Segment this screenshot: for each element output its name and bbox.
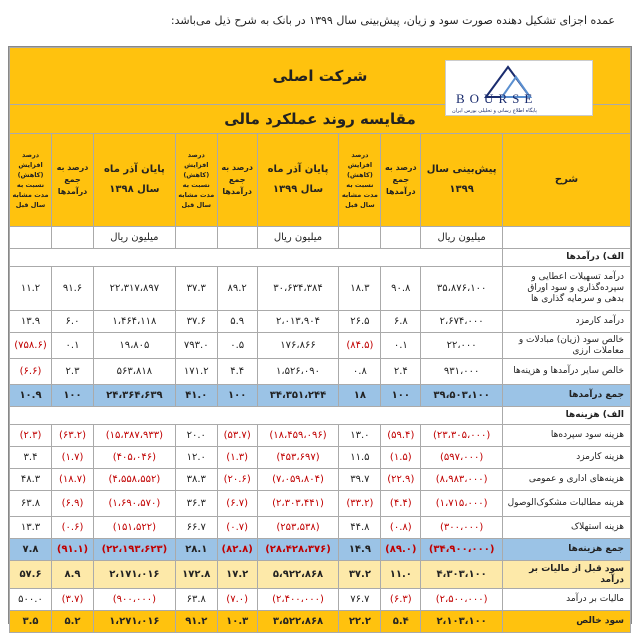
row-value: ۹۱.۲	[175, 611, 217, 633]
row-value: (۵۹.۴)	[381, 425, 421, 447]
row-value: ۷۹۳.۰	[175, 333, 217, 359]
row-value: ۷.۸	[10, 539, 52, 561]
row-value: ۵،۹۲۲،۸۶۸	[257, 561, 339, 589]
row-value: ۵۰۰.۰	[10, 589, 52, 611]
row-value: ۳۷.۳	[175, 267, 217, 311]
row-value: (۹۱.۱)	[52, 539, 94, 561]
row-value: ۱۱.۰	[381, 561, 421, 589]
row-value: (۸،۹۸۳،۰۰۰)	[421, 469, 503, 491]
unit-row	[10, 227, 631, 249]
row-value: ۹۱.۶	[52, 267, 94, 311]
row-desc: جمع درآمدها	[503, 385, 631, 407]
row-value: (۲۵۳،۵۳۸)	[257, 517, 339, 539]
table-subtitle: مقایسه روند عملکرد مالی	[10, 105, 631, 134]
header-azar98: پایان آذر ماه سال ۱۳۹۸	[93, 134, 175, 227]
table-row	[10, 561, 631, 589]
row-value: (۰.۷)	[217, 517, 257, 539]
row-value: (۰.۸)	[381, 517, 421, 539]
row-value: ۱۸	[339, 385, 381, 407]
row-value: ۳۹،۵۰۳،۱۰۰	[421, 385, 503, 407]
row-value: ۶۶.۷	[175, 517, 217, 539]
table-row	[10, 359, 631, 385]
logo-wordmark: BOURSE	[456, 91, 538, 106]
table-row	[10, 447, 631, 469]
row-value: ۹۰.۸	[381, 267, 421, 311]
row-value: ۲۲،۰۰۰	[421, 333, 503, 359]
row-value: (۲۲.۹)	[381, 469, 421, 491]
row-value: ۱۱.۵	[339, 447, 381, 469]
row-value: ۵.۹	[217, 311, 257, 333]
row-value: ۱۷۶،۸۶۶	[257, 333, 339, 359]
row-value: (۱۵،۳۸۷،۹۳۳)	[93, 425, 175, 447]
row-value: ۳۷.۶	[175, 311, 217, 333]
row-value: (۱.۷)	[52, 447, 94, 469]
row-value: ۳۷.۲	[339, 561, 381, 589]
unit-label: میلیون ریال	[421, 227, 503, 249]
header-pct-total: درصد به جمع درآمدها	[381, 134, 421, 227]
row-desc: خالص سود (زیان) مبادلات و معاملات ارزی	[503, 333, 631, 359]
row-value: ۴.۴	[217, 359, 257, 385]
row-value: ۱۳.۰	[339, 425, 381, 447]
row-value: (۶.۷)	[217, 491, 257, 517]
row-value: ۲۰.۰	[175, 425, 217, 447]
row-value: (۳۰۰،۰۰۰)	[421, 517, 503, 539]
row-value: ۱۹،۸۰۵	[93, 333, 175, 359]
row-value: ۱۰۰	[381, 385, 421, 407]
row-value: (۲،۳۰۳،۴۴۱)	[257, 491, 339, 517]
row-desc: درآمد تسهیلات اعطایی و سپرده‌گذاری و سود اوراق بدهی و سرمایه گذاری ها	[503, 267, 631, 311]
row-desc: هزینه استهلاک	[503, 517, 631, 539]
row-value: ۲.۴	[381, 359, 421, 385]
row-value: ۵۷.۶	[10, 561, 52, 589]
row-value: (۳.۷)	[52, 589, 94, 611]
row-value: ۲۸.۱	[175, 539, 217, 561]
row-value: ۱۷۲.۸	[175, 561, 217, 589]
row-desc: مالیات بر درآمد	[503, 589, 631, 611]
row-value: ۱،۴۶۴،۱۱۸	[93, 311, 175, 333]
row-value: ۲.۳	[52, 359, 94, 385]
row-value: (۴۰۵،۰۴۶)	[93, 447, 175, 469]
row-value: ۵.۲	[52, 611, 94, 633]
row-value: ۱۰۰	[52, 385, 94, 407]
table-row	[10, 333, 631, 359]
row-value: ۱۰.۹	[10, 385, 52, 407]
row-value: ۲۲.۲	[339, 611, 381, 633]
logo-subtitle: پایگاه اطلاع رسانی و تحلیلی بورس ایران	[452, 108, 537, 114]
row-value: ۴۱.۰	[175, 385, 217, 407]
row-value: ۱۷.۲	[217, 561, 257, 589]
row-value: (۱،۷۱۵،۰۰۰)	[421, 491, 503, 517]
row-value: ۷۶.۷	[339, 589, 381, 611]
row-value: (۰.۶)	[52, 517, 94, 539]
header-pct-total: درصد به جمع درآمدها	[52, 134, 94, 227]
row-value: ۰.۱	[52, 333, 94, 359]
row-value: (۵۹۷،۰۰۰)	[421, 447, 503, 469]
row-value: ۵۶۳،۸۱۸	[93, 359, 175, 385]
row-value: (۲۳،۳۰۵،۰۰۰)	[421, 425, 503, 447]
row-desc: هزینه‌های اداری و عمومی	[503, 469, 631, 491]
header-row	[10, 134, 631, 227]
row-value: ۱۸.۳	[339, 267, 381, 311]
row-value: ۴۴.۸	[339, 517, 381, 539]
row-value: ۱۲.۰	[175, 447, 217, 469]
row-value: (۳۳.۲)	[339, 491, 381, 517]
intro-text: عمده اجزای تشکیل دهنده صورت سود و زیان، پیش‌بینی سال ۱۳۹۹ در بانک به شرح ذیل می‌باشد:	[170, 14, 615, 27]
income-rows	[10, 267, 631, 407]
row-value: ۸۹.۲	[217, 267, 257, 311]
row-value: (۶.۹)	[52, 491, 94, 517]
company-title: شرکت اصلی	[10, 48, 631, 105]
row-value: ۶.۸	[381, 311, 421, 333]
row-desc: خالص سایر درآمدها و هزینه‌ها	[503, 359, 631, 385]
row-value: (۲.۳)	[10, 425, 52, 447]
row-value: (۴.۴)	[381, 491, 421, 517]
row-value: ۴،۳۰۳،۱۰۰	[421, 561, 503, 589]
row-value: (۱.۳)	[217, 447, 257, 469]
row-value: ۱،۵۲۶،۰۹۰	[257, 359, 339, 385]
row-value: (۴،۵۵۸،۵۵۲)	[93, 469, 175, 491]
row-value: (۲۸،۴۲۸،۳۷۶)	[257, 539, 339, 561]
row-value: ۲۲،۳۱۷،۸۹۷	[93, 267, 175, 311]
table-row	[10, 491, 631, 517]
row-desc: سود قبل از مالیات بر درآمد	[503, 561, 631, 589]
row-value: ۱۳.۳	[10, 517, 52, 539]
unit-label: میلیون ریال	[257, 227, 339, 249]
section-expense-label: الف) هزینه‌ها	[503, 407, 631, 425]
table-row	[10, 517, 631, 539]
table-row	[10, 611, 631, 633]
row-value: ۱۴.۹	[339, 539, 381, 561]
row-value: ۱۰.۳	[217, 611, 257, 633]
row-desc: جمع هزینه‌ها	[503, 539, 631, 561]
row-value: (۲۲،۱۹۳،۶۲۳)	[93, 539, 175, 561]
row-value: ۶۳.۸	[10, 491, 52, 517]
row-desc: درآمد کارمزد	[503, 311, 631, 333]
row-value: (۲،۵۰۰،۰۰۰)	[421, 589, 503, 611]
table-row	[10, 425, 631, 447]
row-value: ۳.۴	[10, 447, 52, 469]
table-row	[10, 539, 631, 561]
row-value: ۸.۹	[52, 561, 94, 589]
row-value: ۰.۱	[381, 333, 421, 359]
table-row	[10, 469, 631, 491]
row-value: ۱۰۰	[217, 385, 257, 407]
row-value: (۵۳.۷)	[217, 425, 257, 447]
row-value: ۱۳.۹	[10, 311, 52, 333]
header-azar99: پایان آذر ماه سال ۱۳۹۹	[257, 134, 339, 227]
table-row	[10, 385, 631, 407]
bourse-logo	[445, 60, 593, 116]
row-value: ۲،۱۷۱،۰۱۶	[93, 561, 175, 589]
row-value: (۸۴.۵)	[339, 333, 381, 359]
row-value: ۰.۸	[339, 359, 381, 385]
row-value: ۴۸.۳	[10, 469, 52, 491]
row-value: (۱،۶۹۰،۵۷۰)	[93, 491, 175, 517]
row-value: ۳۵،۸۷۶،۱۰۰	[421, 267, 503, 311]
row-value: ۳.۵	[10, 611, 52, 633]
row-value: (۱۵۱،۵۲۲)	[93, 517, 175, 539]
row-desc: هزینه کارمزد	[503, 447, 631, 469]
financial-table	[9, 47, 631, 633]
row-value: ۱۱.۲	[10, 267, 52, 311]
row-value: (۶۳.۲)	[52, 425, 94, 447]
row-value: (۷۵۸.۶)	[10, 333, 52, 359]
row-desc: هزینه سود سپرده‌ها	[503, 425, 631, 447]
row-value: (۸۲.۸)	[217, 539, 257, 561]
financial-table-frame	[8, 46, 632, 627]
row-value: (۱۸.۷)	[52, 469, 94, 491]
table-row	[10, 311, 631, 333]
row-value: ۱۷۱.۲	[175, 359, 217, 385]
row-value: ۳۰،۶۳۴،۳۸۴	[257, 267, 339, 311]
row-value: (۴۵۳،۶۹۷)	[257, 447, 339, 469]
row-value: (۳۴،۹۰۰،۰۰۰)	[421, 539, 503, 561]
row-value: ۰.۵	[217, 333, 257, 359]
section-row	[10, 249, 631, 267]
header-forecast: پیش‌بینی سال ۱۳۹۹	[421, 134, 503, 227]
row-value: (۹۰۰،۰۰۰)	[93, 589, 175, 611]
row-value: ۵.۴	[381, 611, 421, 633]
row-value: ۱،۲۷۱،۰۱۶	[93, 611, 175, 633]
row-value: ۲،۱۰۳،۱۰۰	[421, 611, 503, 633]
row-value: ۳۶.۳	[175, 491, 217, 517]
row-value: ۶۳.۸	[175, 589, 217, 611]
row-value: ۳،۵۲۲،۸۶۸	[257, 611, 339, 633]
row-value: ۲۶.۵	[339, 311, 381, 333]
row-value: (۲،۴۰۰،۰۰۰)	[257, 589, 339, 611]
header-change: درصد افزایش (کاهش) نسبت به مدت مشابه سال قبل	[175, 134, 217, 227]
section-income-label: الف) درآمدها	[503, 249, 631, 267]
row-value: (۷.۰)	[217, 589, 257, 611]
header-change: درصد افزایش (کاهش) نسبت به مدت مشابه سال قبل	[10, 134, 52, 227]
row-value: ۳۸.۳	[175, 469, 217, 491]
row-value: (۷،۰۵۹،۸۰۴)	[257, 469, 339, 491]
table-row	[10, 267, 631, 311]
row-value: (۸۹.۰)	[381, 539, 421, 561]
row-value: (۶.۶)	[10, 359, 52, 385]
row-value: ۲۴،۳۶۴،۶۳۹	[93, 385, 175, 407]
row-value: (۲۰.۶)	[217, 469, 257, 491]
row-desc: هزینه مطالبات مشکوک‌الوصول	[503, 491, 631, 517]
expense-rows	[10, 425, 631, 633]
row-value: (۱۸،۴۵۹،۰۹۶)	[257, 425, 339, 447]
header-desc: شرح	[503, 134, 631, 227]
row-value: ۳۴،۳۵۱،۲۴۴	[257, 385, 339, 407]
row-value: ۲،۶۷۴،۰۰۰	[421, 311, 503, 333]
row-value: ۹۳۱،۰۰۰	[421, 359, 503, 385]
unit-label: میلیون ریال	[93, 227, 175, 249]
row-value: (۶.۳)	[381, 589, 421, 611]
row-value: (۱.۵)	[381, 447, 421, 469]
row-desc: سود خالص	[503, 611, 631, 633]
row-value: ۶.۰	[52, 311, 94, 333]
header-pct-total: درصد به جمع درآمدها	[217, 134, 257, 227]
row-value: ۳۹.۷	[339, 469, 381, 491]
table-row	[10, 589, 631, 611]
row-value: ۲،۰۱۳،۹۰۴	[257, 311, 339, 333]
section-row	[10, 407, 631, 425]
header-change: درصد افزایش (کاهش) نسبت به مدت مشابه سال قبل	[339, 134, 381, 227]
